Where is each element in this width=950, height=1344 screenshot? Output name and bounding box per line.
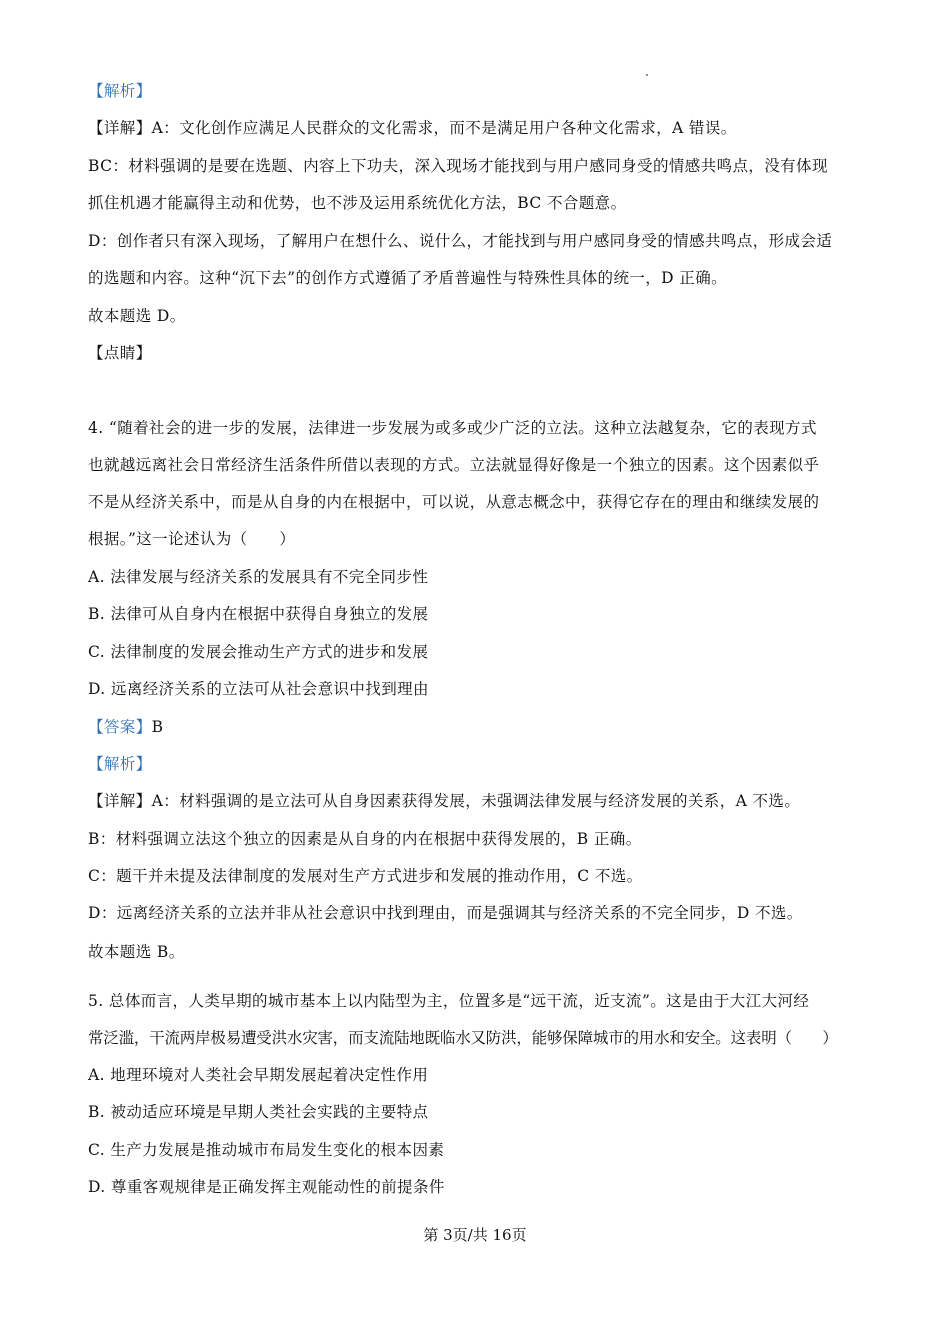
q4-detail-tag: 【详解】 — [88, 792, 152, 810]
q5-option-a: A. 地理环境对人类社会早期发展起着决定性作用 — [88, 1066, 429, 1084]
q3-dianjing-tag: 【点睛】 — [88, 344, 152, 362]
q4-stem-line1: 4. “随着社会的进一步的发展，法律进一步发展为或多或少广泛的立法。这种立法越复杂，它的表现方式 — [88, 419, 817, 437]
q4-detail-d: D：远离经济关系的立法并非从社会意识中找到理由，而是强调其与经济关系的不完全同步，D 不选。 — [88, 904, 803, 922]
q5-option-b: B. 被动适应环境是早期人类社会实践的主要特点 — [88, 1103, 429, 1121]
q4-answer-value: B — [151, 718, 164, 736]
q3-detail-d-line1: D：创作者只有深入现场，了解用户在想什么、说什么，才能找到与用户感同身受的情感共鸣点，形成会适 — [88, 232, 833, 250]
q3-detail-a — [88, 117, 868, 139]
q5-option-d: D. 尊重客观规律是正确发挥主观能动性的前提条件 — [88, 1178, 445, 1196]
q3-detail-tag: 【详解】 — [88, 119, 152, 137]
q4-jiexi-tag: 【解析】 — [88, 755, 152, 773]
q5-option-c: C. 生产力发展是推动城市布局发生变化的根本因素 — [88, 1141, 445, 1159]
q4-answer — [88, 716, 868, 738]
q4-stem-line2: 也就越远离社会日常经济生活条件所借以表现的方式。立法就显得好像是一个独立的因素。这个因素似乎 — [88, 456, 820, 474]
q4-detail-c: C：题干并未提及法律制度的发展对生产方式进步和发展的推动作用，C 不选。 — [88, 867, 643, 885]
q5-stem-line2: 常泛滥，干流两岸极易遭受洪水灾害，而支流陆地既临水又防洪，能够保障城市的用水和安全。这表明（ ） — [88, 1029, 838, 1047]
q4-detail-a — [88, 790, 868, 812]
q4-option-b: B. 法律可从自身内在根据中获得自身独立的发展 — [88, 605, 429, 623]
q3-conclusion: 故本题选 D。 — [88, 307, 186, 325]
q3-detail-d-line2: 的选题和内容。这种“沉下去”的创作方式遵循了矛盾普遍性与特殊性具体的统一，D 正确。 — [88, 269, 728, 287]
page-number-footer: 第 3页/共 16页 — [423, 1226, 527, 1244]
q3-detail-bc-line2: 抓住机遇才能赢得主动和优势，也不涉及运用系统优化方法，BC 不合题意。 — [88, 194, 627, 212]
q4-option-c: C. 法律制度的发展会推动生产方式的进步和发展 — [88, 643, 429, 661]
stray-dot — [646, 74, 648, 76]
q4-stem-line3: 不是从经济关系中，而是从自身的内在根据中，可以说，从意志概念中，获得它存在的理由和继续发展的 — [88, 493, 820, 511]
q5-stem-line1: 5. 总体而言，人类早期的城市基本上以内陆型为主，位置多是“远干流，近支流”。这是由于大江大河经 — [88, 992, 810, 1010]
q4-option-a: A. 法律发展与经济关系的发展具有不完全同步性 — [88, 568, 429, 586]
q3-detail-a-text: A：文化创作应满足人民群众的文化需求，而不是满足用户各种文化需求，A 错误。 — [151, 119, 737, 137]
q3-detail-bc-line1: BC：材料强调的是要在选题、内容上下功夫，深入现场才能找到与用户感同身受的情感共鸣点，没有体现 — [88, 157, 828, 175]
q4-answer-tag: 【答案】 — [88, 718, 152, 736]
q4-option-d: D. 远离经济关系的立法可从社会意识中找到理由 — [88, 680, 429, 698]
q3-jiexi-tag: 【解析】 — [88, 82, 152, 100]
q4-detail-b: B：材料强调立法这个独立的因素是从自身的内在根据中获得发展的，B 正确。 — [88, 830, 642, 848]
q4-conclusion: 故本题选 B。 — [88, 943, 185, 961]
q4-detail-a-text: A：材料强调的是立法可从自身因素获得发展，未强调法律发展与经济发展的关系，A 不选。 — [151, 792, 801, 810]
q4-stem-line4: 根据。”这一论述认为（ ） — [88, 530, 296, 548]
